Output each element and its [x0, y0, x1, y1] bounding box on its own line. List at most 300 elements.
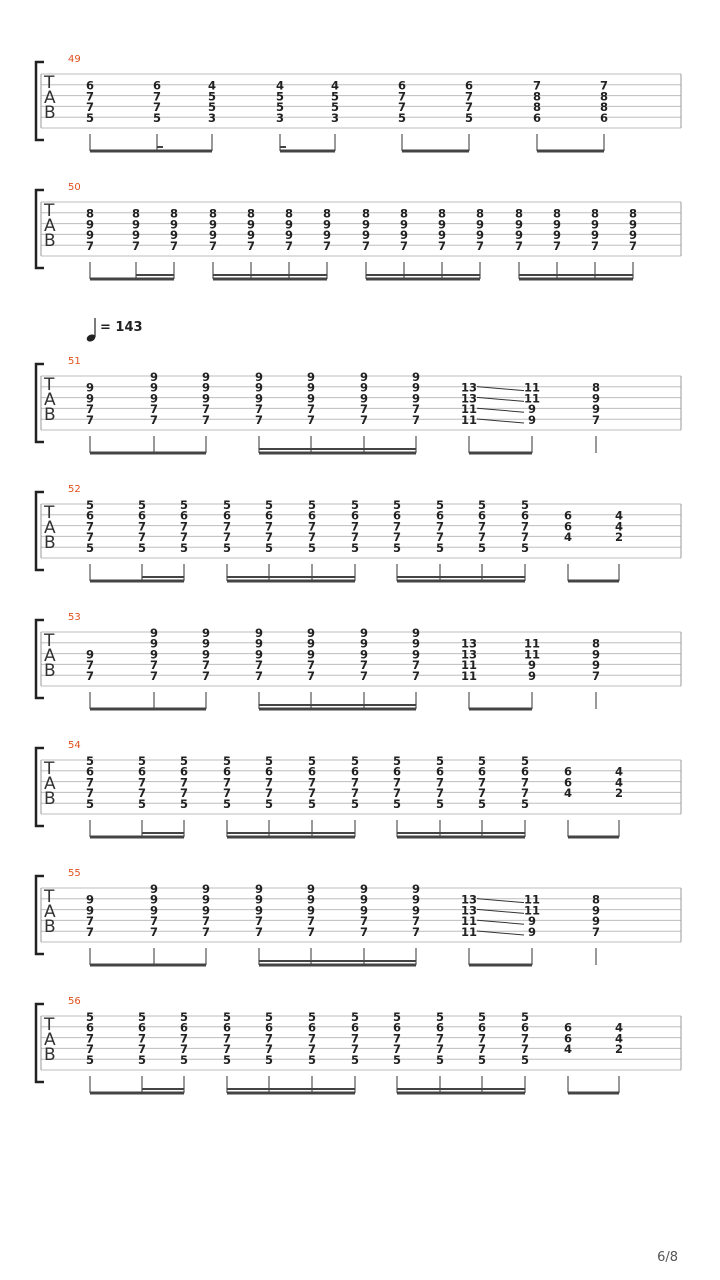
fret-number: 8 [599, 89, 609, 104]
fret-number: 7 [520, 530, 530, 545]
fret-number: 4 [563, 530, 573, 545]
fret-number: 5 [350, 1053, 360, 1067]
fret-number: 4 [330, 78, 340, 93]
tab-clef-letter: B [44, 1045, 56, 1065]
fret-number: 7 [591, 413, 601, 427]
fret-number: 5 [222, 497, 232, 512]
fret-number: 5 [350, 497, 360, 512]
fret-number: 9 [306, 647, 316, 662]
fret-number: 5 [85, 1053, 95, 1067]
fret-number: 5 [137, 541, 147, 555]
fret-number: 5 [520, 797, 530, 811]
fret-number: 8 [85, 206, 95, 221]
fret-number: 9 [131, 217, 141, 232]
fret-number: 13 [460, 903, 478, 918]
fret-number: 7 [361, 239, 371, 253]
tab-clef-letter: B [44, 917, 56, 937]
fret-number: 9 [591, 903, 601, 918]
fret-number: 9 [552, 217, 562, 232]
fret-number: 9 [411, 369, 421, 384]
fret-number: 9 [284, 228, 294, 243]
fret-number: 11 [460, 669, 478, 683]
fret-number: 9 [246, 217, 256, 232]
fret-number: 11 [460, 402, 478, 417]
fret-number: 7 [306, 402, 316, 417]
fret-number: 9 [208, 217, 218, 232]
fret-number: 9 [201, 903, 211, 918]
fret-number: 7 [179, 530, 189, 545]
fret-number: 7 [322, 239, 332, 253]
tab-clef-letter: T [44, 375, 55, 395]
fret-number: 9 [411, 625, 421, 640]
fret-number: 3 [330, 111, 340, 125]
fret-number: 7 [359, 658, 369, 673]
fret-number: 7 [591, 669, 601, 683]
fret-number: 6 [464, 78, 474, 93]
fret-number: 5 [330, 89, 340, 104]
fret-number: 13 [460, 636, 478, 651]
fret-number: 9 [359, 636, 369, 651]
fret-number: 7 [222, 775, 232, 790]
tab-clef-letter: A [44, 902, 56, 922]
fret-number: 5 [307, 797, 317, 811]
fret-number: 5 [520, 541, 530, 555]
fret-number: 4 [207, 78, 217, 93]
fret-number: 7 [477, 786, 487, 801]
fret-number: 9 [149, 636, 159, 651]
fret-number: 9 [359, 892, 369, 907]
fret-number: 7 [85, 925, 95, 939]
fret-number: 6 [477, 1020, 487, 1035]
fret-number: 9 [306, 380, 316, 395]
fret-number: 7 [137, 519, 147, 534]
fret-number: 7 [85, 89, 95, 104]
fret-number: 5 [275, 89, 285, 104]
tab-clef-letter: A [44, 646, 56, 666]
fret-number: 5 [435, 1009, 445, 1024]
fret-number: 7 [435, 1031, 445, 1046]
fret-number: 7 [411, 925, 421, 939]
fret-number: 7 [222, 530, 232, 545]
fret-number: 9 [254, 881, 264, 896]
fret-number: 7 [201, 925, 211, 939]
fret-number: 5 [264, 541, 274, 555]
fret-number: 7 [520, 775, 530, 790]
fret-number: 7 [264, 1031, 274, 1046]
fret-number: 11 [523, 903, 541, 918]
fret-number: 5 [307, 497, 317, 512]
fret-number: 6 [350, 1020, 360, 1035]
fret-number: 5 [179, 541, 189, 555]
fret-number: 9 [361, 217, 371, 232]
fret-number: 6 [137, 508, 147, 523]
tab-clef-letter: A [44, 1030, 56, 1050]
fret-number: 7 [149, 914, 159, 929]
fret-number: 4 [614, 508, 624, 523]
fret-number: 7 [477, 775, 487, 790]
measure-number: 55 [68, 868, 81, 879]
fret-number: 6 [477, 764, 487, 779]
fret-number: 6 [520, 1020, 530, 1035]
fret-number: 7 [254, 914, 264, 929]
fret-number: 9 [628, 217, 638, 232]
fret-number: 8 [399, 206, 409, 221]
fret-number: 7 [411, 402, 421, 417]
fret-number: 5 [179, 753, 189, 768]
fret-number: 9 [359, 380, 369, 395]
measure-number: 54 [68, 740, 81, 751]
fret-number: 5 [392, 1009, 402, 1024]
fret-number: 7 [307, 775, 317, 790]
fret-number: 5 [275, 100, 285, 115]
fret-number: 9 [201, 881, 211, 896]
tab-clef-letter: T [44, 887, 55, 907]
fret-number: 9 [475, 228, 485, 243]
fret-number: 6 [264, 1020, 274, 1035]
fret-number: 6 [179, 1020, 189, 1035]
fret-number: 7 [392, 530, 402, 545]
fret-number: 8 [590, 206, 600, 221]
fret-number: 9 [149, 369, 159, 384]
fret-number: 6 [222, 1020, 232, 1035]
fret-number: 5 [397, 111, 407, 125]
fret-number: 2 [614, 1042, 624, 1057]
fret-number: 7 [520, 786, 530, 801]
fret-number: 7 [306, 925, 316, 939]
fret-number: 5 [152, 111, 162, 125]
fret-number: 5 [85, 541, 95, 555]
fret-number: 5 [477, 1009, 487, 1024]
fret-number: 6 [264, 508, 274, 523]
measure-number: 49 [68, 54, 81, 65]
fret-number: 5 [85, 111, 95, 125]
fret-number: 7 [208, 239, 218, 253]
fret-number: 7 [254, 669, 264, 683]
measure-number: 50 [68, 182, 81, 193]
fret-number: 9 [254, 391, 264, 406]
fret-number: 7 [85, 402, 95, 417]
tab-system [36, 996, 681, 1093]
fret-number: 7 [397, 100, 407, 115]
fret-number: 9 [359, 391, 369, 406]
fret-number: 9 [411, 881, 421, 896]
fret-number: 6 [563, 764, 573, 779]
fret-number: 5 [207, 100, 217, 115]
fret-number: 7 [514, 239, 524, 253]
fret-number: 5 [179, 1053, 189, 1067]
fret-number: 8 [532, 89, 542, 104]
fret-number: 7 [520, 519, 530, 534]
fret-number: 5 [520, 753, 530, 768]
fret-number: 7 [85, 914, 95, 929]
fret-number: 9 [359, 369, 369, 384]
tab-system [36, 54, 681, 151]
fret-number: 7 [179, 775, 189, 790]
fret-number: 9 [254, 369, 264, 384]
fret-number: 7 [590, 239, 600, 253]
fret-number: 7 [85, 775, 95, 790]
fret-number: 5 [307, 541, 317, 555]
fret-number: 5 [137, 753, 147, 768]
fret-number: 2 [614, 530, 624, 545]
fret-number: 6 [179, 508, 189, 523]
fret-number: 6 [563, 775, 573, 790]
fret-number: 6 [532, 111, 542, 125]
fret-number: 7 [179, 1031, 189, 1046]
fret-number: 6 [152, 78, 162, 93]
fret-number: 5 [477, 541, 487, 555]
fret-number: 7 [85, 239, 95, 253]
fret-number: 7 [591, 925, 601, 939]
fret-number: 7 [307, 1031, 317, 1046]
fret-number: 7 [254, 413, 264, 427]
fret-number: 7 [169, 239, 179, 253]
fret-number: 5 [137, 797, 147, 811]
fret-number: 6 [264, 764, 274, 779]
fret-number: 9 [306, 369, 316, 384]
fret-number: 11 [523, 391, 541, 406]
fret-number: 9 [85, 903, 95, 918]
tab-clef-letter: B [44, 103, 56, 123]
fret-number: 7 [264, 1042, 274, 1057]
fret-number: 9 [628, 228, 638, 243]
fret-number: 9 [527, 669, 537, 683]
fret-number: 7 [137, 1031, 147, 1046]
fret-number: 7 [359, 402, 369, 417]
fret-number: 6 [85, 508, 95, 523]
fret-number: 7 [359, 914, 369, 929]
fret-number: 7 [264, 775, 274, 790]
fret-number: 5 [392, 541, 402, 555]
fret-number: 7 [284, 239, 294, 253]
fret-number: 11 [460, 658, 478, 673]
fret-number: 9 [322, 217, 332, 232]
fret-number: 9 [552, 228, 562, 243]
fret-number: 6 [179, 764, 189, 779]
fret-number: 9 [246, 228, 256, 243]
fret-number: 9 [201, 892, 211, 907]
fret-number: 9 [591, 658, 601, 673]
fret-number: 9 [85, 228, 95, 243]
fret-number: 5 [435, 1053, 445, 1067]
fret-number: 13 [460, 391, 478, 406]
fret-number: 13 [460, 647, 478, 662]
fret-number: 7 [306, 914, 316, 929]
fret-number: 7 [179, 786, 189, 801]
fret-number: 5 [477, 497, 487, 512]
fret-number: 5 [307, 753, 317, 768]
fret-number: 7 [149, 658, 159, 673]
fret-number: 9 [85, 380, 95, 395]
fret-number: 7 [392, 519, 402, 534]
fret-number: 7 [149, 925, 159, 939]
fret-number: 7 [85, 100, 95, 115]
fret-number: 9 [85, 647, 95, 662]
fret-number: 9 [254, 892, 264, 907]
fret-number: 9 [85, 217, 95, 232]
tab-clef-letter: A [44, 774, 56, 794]
fret-number: 7 [307, 786, 317, 801]
fret-number: 9 [284, 217, 294, 232]
fret-number: 7 [137, 1042, 147, 1057]
fret-number: 4 [614, 1031, 624, 1046]
tab-clef-letter: T [44, 759, 55, 779]
fret-number: 7 [464, 100, 474, 115]
fret-number: 9 [514, 217, 524, 232]
fret-number: 5 [520, 1009, 530, 1024]
fret-number: 7 [437, 239, 447, 253]
fret-number: 9 [359, 647, 369, 662]
tab-system [36, 612, 681, 709]
fret-number: 8 [591, 892, 601, 907]
fret-number: 7 [254, 402, 264, 417]
fret-number: 8 [552, 206, 562, 221]
fret-number: 5 [477, 753, 487, 768]
fret-number: 5 [307, 1053, 317, 1067]
fret-number: 6 [307, 764, 317, 779]
fret-number: 7 [152, 89, 162, 104]
fret-number: 8 [284, 206, 294, 221]
fret-number: 7 [254, 925, 264, 939]
fret-number: 8 [131, 206, 141, 221]
fret-number: 5 [264, 1009, 274, 1024]
fret-number: 6 [85, 1020, 95, 1035]
fret-number: 9 [527, 925, 537, 939]
fret-number: 7 [464, 89, 474, 104]
fret-number: 7 [85, 1042, 95, 1057]
fret-number: 6 [85, 78, 95, 93]
fret-number: 8 [532, 100, 542, 115]
fret-number: 9 [322, 228, 332, 243]
fret-number: 6 [520, 764, 530, 779]
fret-number: 9 [85, 892, 95, 907]
tempo-value: = 143 [100, 320, 143, 335]
tab-clef-letter: T [44, 201, 55, 221]
fret-number: 9 [591, 914, 601, 929]
fret-number: 4 [275, 78, 285, 93]
fret-number: 9 [361, 228, 371, 243]
fret-number: 7 [85, 669, 95, 683]
fret-number: 7 [350, 1042, 360, 1057]
fret-number: 5 [392, 1053, 402, 1067]
fret-number: 9 [411, 892, 421, 907]
fret-number: 6 [435, 764, 445, 779]
fret-number: 4 [563, 786, 573, 801]
tab-system [36, 740, 681, 837]
fret-number: 7 [350, 775, 360, 790]
tab-clef-letter: A [44, 518, 56, 538]
fret-number: 9 [201, 636, 211, 651]
fret-number: 7 [350, 786, 360, 801]
fret-number: 5 [85, 1009, 95, 1024]
fret-number: 4 [614, 1020, 624, 1035]
fret-number: 7 [307, 530, 317, 545]
fret-number: 6 [477, 508, 487, 523]
fret-number: 7 [131, 239, 141, 253]
fret-number: 8 [361, 206, 371, 221]
fret-number: 7 [246, 239, 256, 253]
fret-number: 7 [435, 530, 445, 545]
fret-number: 11 [523, 636, 541, 651]
fret-number: 9 [131, 228, 141, 243]
fret-number: 5 [179, 797, 189, 811]
fret-number: 7 [477, 530, 487, 545]
fret-number: 8 [169, 206, 179, 221]
fret-number: 9 [590, 228, 600, 243]
fret-number: 9 [399, 217, 409, 232]
fret-number: 5 [520, 497, 530, 512]
fret-number: 6 [435, 1020, 445, 1035]
measure-number: 56 [68, 996, 81, 1007]
fret-number: 6 [222, 508, 232, 523]
fret-number: 9 [149, 625, 159, 640]
fret-number: 8 [599, 100, 609, 115]
fret-number: 7 [222, 1031, 232, 1046]
fret-number: 9 [475, 217, 485, 232]
fret-number: 7 [411, 413, 421, 427]
fret-number: 8 [591, 636, 601, 651]
fret-number: 7 [397, 89, 407, 104]
fret-number: 13 [460, 892, 478, 907]
fret-number: 7 [552, 239, 562, 253]
fret-number: 7 [149, 402, 159, 417]
tab-clef-letter: T [44, 73, 55, 93]
fret-number: 7 [475, 239, 485, 253]
fret-number: 8 [322, 206, 332, 221]
fret-number: 7 [435, 775, 445, 790]
fret-number: 9 [85, 391, 95, 406]
fret-number: 9 [201, 647, 211, 662]
fret-number: 7 [599, 78, 609, 93]
fret-number: 7 [201, 402, 211, 417]
tab-clef-letter: B [44, 231, 56, 251]
fret-number: 9 [591, 402, 601, 417]
fret-number: 13 [460, 380, 478, 395]
fret-number: 7 [477, 1042, 487, 1057]
fret-number: 8 [628, 206, 638, 221]
fret-number: 7 [306, 413, 316, 427]
tab-clef-letter: A [44, 216, 56, 236]
fret-number: 7 [306, 658, 316, 673]
fret-number: 7 [149, 413, 159, 427]
fret-number: 7 [179, 519, 189, 534]
fret-number: 5 [264, 753, 274, 768]
tab-system [36, 868, 681, 965]
fret-number: 7 [201, 914, 211, 929]
fret-number: 5 [392, 497, 402, 512]
fret-number: 7 [254, 658, 264, 673]
measure-number: 52 [68, 484, 81, 495]
tab-clef-letter: T [44, 503, 55, 523]
fret-number: 5 [350, 797, 360, 811]
fret-number: 9 [399, 228, 409, 243]
fret-number: 7 [307, 1042, 317, 1057]
fret-number: 4 [614, 519, 624, 534]
fret-number: 7 [85, 530, 95, 545]
fret-number: 6 [397, 78, 407, 93]
fret-number: 9 [254, 903, 264, 918]
fret-number: 6 [599, 111, 609, 125]
fret-number: 5 [264, 1053, 274, 1067]
fret-number: 5 [179, 1009, 189, 1024]
fret-number: 9 [306, 881, 316, 896]
fret-number: 5 [307, 1009, 317, 1024]
fret-number: 5 [264, 797, 274, 811]
fret-number: 9 [527, 402, 537, 417]
fret-number: 9 [527, 914, 537, 929]
fret-number: 7 [435, 1042, 445, 1057]
fret-number: 11 [523, 380, 541, 395]
